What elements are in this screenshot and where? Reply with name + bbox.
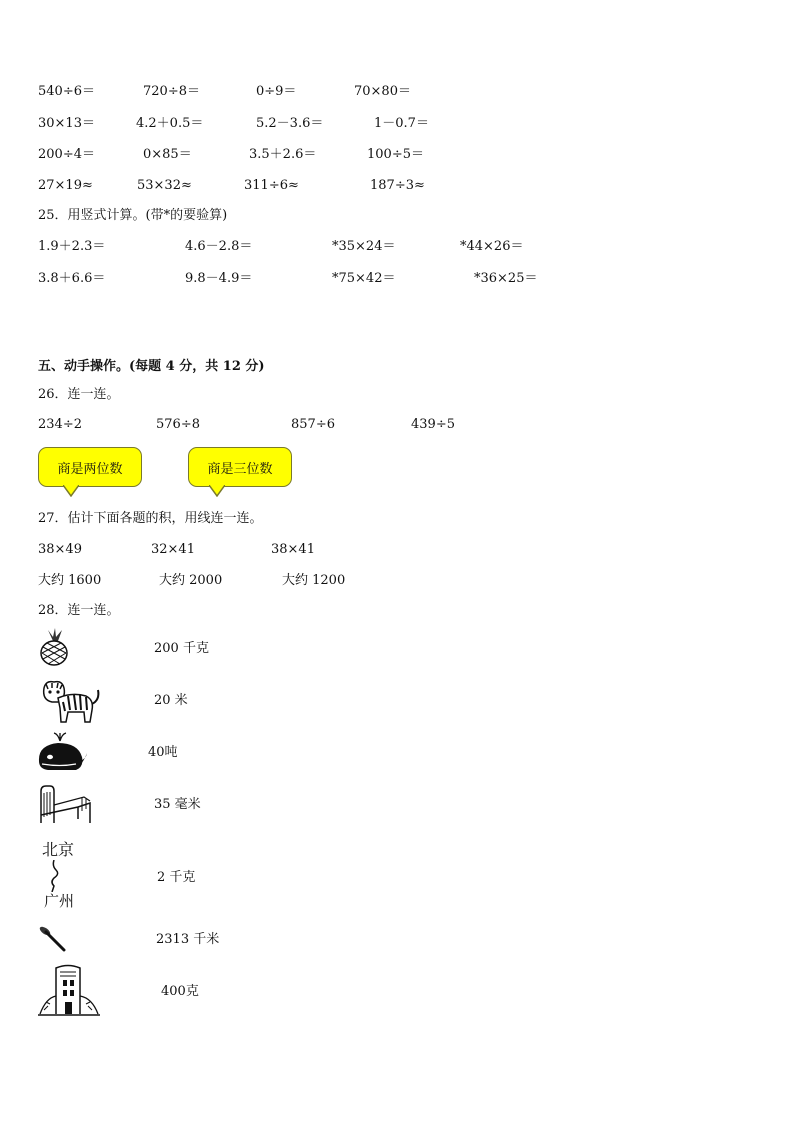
bubble-label: 商是两位数 xyxy=(57,461,123,477)
section-5-heading: 五、动手操作。(每题 4 分，共 12 分) xyxy=(38,359,265,374)
question-26-title: 26．连一连。 xyxy=(38,387,120,402)
calc-item: 70×80＝ xyxy=(354,84,411,99)
vertical-calc-item: 3.8＋6.6＝ xyxy=(38,271,106,286)
nail-icon xyxy=(38,924,70,952)
vertical-calc-item: 1.9＋2.3＝ xyxy=(38,239,106,254)
vertical-calc-item: *35×24＝ xyxy=(332,239,396,254)
measure-label: 2313 千米 xyxy=(156,932,220,947)
bubble-tail xyxy=(63,485,79,497)
bed-icon xyxy=(38,783,94,825)
map-label-guangzhou: 广州 xyxy=(44,892,75,910)
estimate-answer: 大约 1600 xyxy=(38,573,102,588)
speech-bubble-three-digit xyxy=(188,447,292,487)
bubble-label: 商是三位数 xyxy=(207,461,273,477)
calc-item: 53×32≈ xyxy=(137,178,192,193)
question-28-title: 28．连一连。 xyxy=(38,603,120,618)
vertical-calc-item: *75×42＝ xyxy=(332,271,396,286)
vertical-calc-item: 9.8－4.9＝ xyxy=(185,271,253,286)
map-route-icon xyxy=(40,860,80,892)
pineapple-icon xyxy=(36,628,72,666)
calc-item: 200÷4＝ xyxy=(38,147,95,162)
calc-item: 3.5＋2.6＝ xyxy=(249,147,317,162)
division-item: 576÷8 xyxy=(156,417,200,432)
calc-item: 5.2－3.6＝ xyxy=(256,116,324,131)
question-25-title: 25．用竖式计算。(带*的要验算) xyxy=(38,208,228,223)
calc-item: 540÷6＝ xyxy=(38,84,95,99)
calc-item: 0×85＝ xyxy=(143,147,192,162)
speech-bubble-two-digit xyxy=(38,447,142,487)
tiger-icon xyxy=(38,678,102,724)
division-item: 234÷2 xyxy=(38,417,82,432)
estimate-answer: 大约 1200 xyxy=(282,573,346,588)
estimate-answer: 大约 2000 xyxy=(159,573,223,588)
calc-item: 311÷6≈ xyxy=(244,178,299,193)
calc-item: 30×13＝ xyxy=(38,116,95,131)
measure-label: 20 米 xyxy=(154,693,188,708)
estimate-item: 38×49 xyxy=(38,542,82,557)
calc-item: 27×19≈ xyxy=(38,178,93,193)
bubble-tail xyxy=(209,485,225,497)
estimate-item: 38×41 xyxy=(271,542,315,557)
calc-item: 100÷5＝ xyxy=(367,147,424,162)
measure-label: 35 毫米 xyxy=(154,797,201,812)
division-item: 857÷6 xyxy=(291,417,335,432)
division-item: 439÷5 xyxy=(411,417,455,432)
vertical-calc-item: *44×26＝ xyxy=(460,239,524,254)
measure-label: 400克 xyxy=(161,984,199,999)
measure-label: 200 千克 xyxy=(154,641,209,656)
vertical-calc-item: 4.6－2.8＝ xyxy=(185,239,253,254)
map-label-beijing: 北京 xyxy=(42,840,75,859)
calc-item: 1－0.7＝ xyxy=(374,116,429,131)
measure-label: 40吨 xyxy=(148,745,178,760)
whale-icon xyxy=(36,731,88,773)
vertical-calc-item: *36×25＝ xyxy=(474,271,538,286)
estimate-item: 32×41 xyxy=(151,542,195,557)
calc-item: 187÷3≈ xyxy=(370,178,425,193)
calc-item: 720÷8＝ xyxy=(143,84,200,99)
measure-label: 2 千克 xyxy=(157,870,196,885)
calc-item: 0÷9＝ xyxy=(256,84,297,99)
calc-item: 4.2＋0.5＝ xyxy=(136,116,204,131)
building-icon xyxy=(38,962,100,1016)
question-27-title: 27．估计下面各题的积，用线连一连。 xyxy=(38,511,263,526)
